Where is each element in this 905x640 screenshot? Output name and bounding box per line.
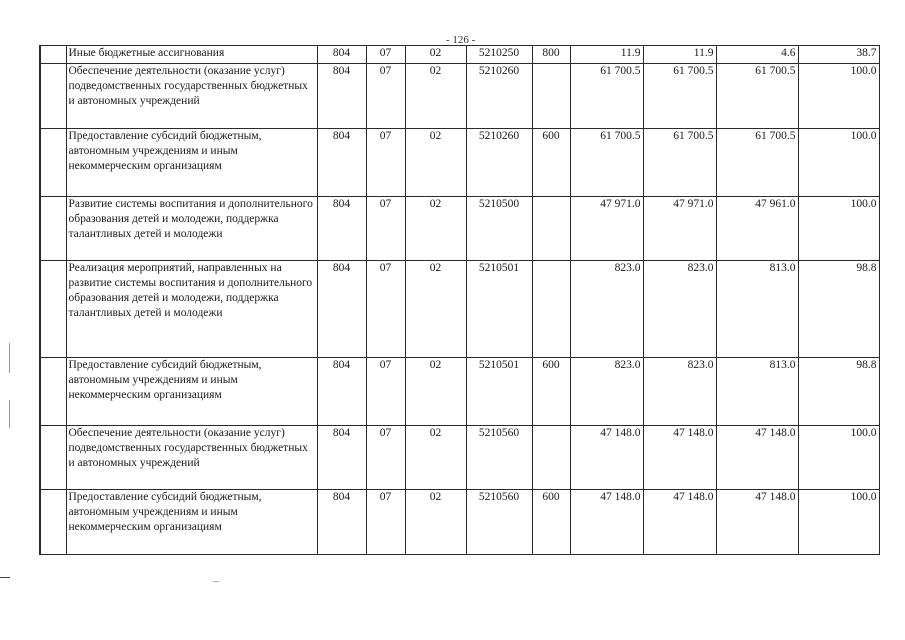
exec-value: 47 148.0: [716, 490, 798, 555]
vr-code: [532, 261, 570, 358]
pct-value: 100.0: [798, 426, 879, 490]
exec-value: 47 148.0: [716, 426, 798, 490]
exec-value: 813.0: [716, 358, 798, 426]
ved-code: 804: [317, 64, 366, 129]
rz-code: 07: [366, 261, 405, 358]
item-name: Развитие системы воспитания и дополнительного образования детей и молодежи, поддержка талантливых детей и молодежи: [66, 197, 317, 261]
plan-value: 61 700.5: [570, 129, 643, 197]
plan2-value: 47 148.0: [643, 426, 716, 490]
table-body: [40, 46, 879, 555]
margin-cell: [40, 261, 66, 358]
pr-code: 02: [405, 261, 466, 358]
vr-code: 800: [532, 46, 570, 64]
csr-code: 5210501: [466, 358, 532, 426]
pr-code: 02: [405, 46, 466, 64]
table-row: [40, 64, 879, 129]
table-row: [40, 261, 879, 358]
exec-value: 61 700.5: [716, 64, 798, 129]
exec-value: 4.6: [716, 46, 798, 64]
pct-value: 98.8: [798, 261, 879, 358]
vr-code: [532, 197, 570, 261]
csr-code: 5210501: [466, 261, 532, 358]
rz-code: 07: [366, 426, 405, 490]
pr-code: 02: [405, 358, 466, 426]
edge-mark: [0, 577, 10, 578]
csr-code: 5210250: [466, 46, 532, 64]
csr-code: 5210500: [466, 197, 532, 261]
pct-value: 100.0: [798, 129, 879, 197]
rz-code: 07: [366, 129, 405, 197]
pr-code: 02: [405, 490, 466, 555]
item-name: Обеспечение деятельности (оказание услуг) подведомственных государственных бюджетных и автономных учреждений: [66, 426, 317, 490]
csr-code: 5210260: [466, 64, 532, 129]
csr-code: 5210260: [466, 129, 532, 197]
item-name: Предоставление субсидий бюджетным, автономным учреждениям и иным некоммерческим организациям: [66, 358, 317, 426]
exec-value: 47 961.0: [716, 197, 798, 261]
exec-value: 813.0: [716, 261, 798, 358]
rz-code: 07: [366, 358, 405, 426]
plan2-value: 823.0: [643, 261, 716, 358]
table-row: [40, 197, 879, 261]
plan2-value: 823.0: [643, 358, 716, 426]
ved-code: 804: [317, 426, 366, 490]
pct-value: 98.8: [798, 358, 879, 426]
plan2-value: 47 971.0: [643, 197, 716, 261]
edge-mark: [213, 581, 219, 582]
plan-value: 61 700.5: [570, 64, 643, 129]
table-row: [40, 358, 879, 426]
rz-code: 07: [366, 64, 405, 129]
exec-value: 61 700.5: [716, 129, 798, 197]
csr-code: 5210560: [466, 490, 532, 555]
vr-code: [532, 64, 570, 129]
item-name: Реализация мероприятий, направленных на развитие системы воспитания и дополнительного образования детей и молодежи, поддержка талантливых детей и молодежи: [66, 261, 317, 358]
rz-code: 07: [366, 197, 405, 261]
margin-cell: [40, 490, 66, 555]
margin-mark: [9, 343, 10, 373]
plan2-value: 61 700.5: [643, 64, 716, 129]
rz-code: 07: [366, 46, 405, 64]
plan-value: 823.0: [570, 261, 643, 358]
item-name: Обеспечение деятельности (оказание услуг) подведомственных государственных бюджетных и автономных учреждений: [66, 64, 317, 129]
pct-value: 100.0: [798, 490, 879, 555]
pct-value: 100.0: [798, 64, 879, 129]
vr-code: 600: [532, 358, 570, 426]
table-row: [40, 426, 879, 490]
item-name: Иные бюджетные ассигнования: [66, 46, 317, 64]
ved-code: 804: [317, 261, 366, 358]
pct-value: 38.7: [798, 46, 879, 64]
pct-value: 100.0: [798, 197, 879, 261]
vr-code: [532, 426, 570, 490]
rz-code: 07: [366, 490, 405, 555]
margin-cell: [40, 129, 66, 197]
plan-value: 47 971.0: [570, 197, 643, 261]
vr-code: 600: [532, 490, 570, 555]
margin-cell: [40, 46, 66, 64]
plan-value: 47 148.0: [570, 490, 643, 555]
plan-value: 11.9: [570, 46, 643, 64]
table-row: [40, 490, 879, 555]
pr-code: 02: [405, 129, 466, 197]
item-name: Предоставление субсидий бюджетным, автономным учреждениям и иным некоммерческим организациям: [66, 490, 317, 555]
plan2-value: 11.9: [643, 46, 716, 64]
plan2-value: 47 148.0: [643, 490, 716, 555]
csr-code: 5210560: [466, 426, 532, 490]
margin-mark: [9, 400, 10, 428]
margin-cell: [40, 426, 66, 490]
pr-code: 02: [405, 64, 466, 129]
plan-value: 47 148.0: [570, 426, 643, 490]
table-row: [40, 46, 879, 64]
margin-cell: [40, 358, 66, 426]
ved-code: 804: [317, 490, 366, 555]
pr-code: 02: [405, 197, 466, 261]
margin-cell: [40, 64, 66, 129]
plan-value: 823.0: [570, 358, 643, 426]
ved-code: 804: [317, 129, 366, 197]
item-name: Предоставление субсидий бюджетным, автономным учреждениям и иным некоммерческим организациям: [66, 129, 317, 197]
ved-code: 804: [317, 197, 366, 261]
pr-code: 02: [405, 426, 466, 490]
ved-code: 804: [317, 358, 366, 426]
page-number: - 126 -: [446, 34, 476, 46]
table-row: [40, 129, 879, 197]
margin-cell: [40, 197, 66, 261]
ved-code: 804: [317, 46, 366, 64]
vr-code: 600: [532, 129, 570, 197]
plan2-value: 61 700.5: [643, 129, 716, 197]
budget-table: [39, 45, 880, 555]
